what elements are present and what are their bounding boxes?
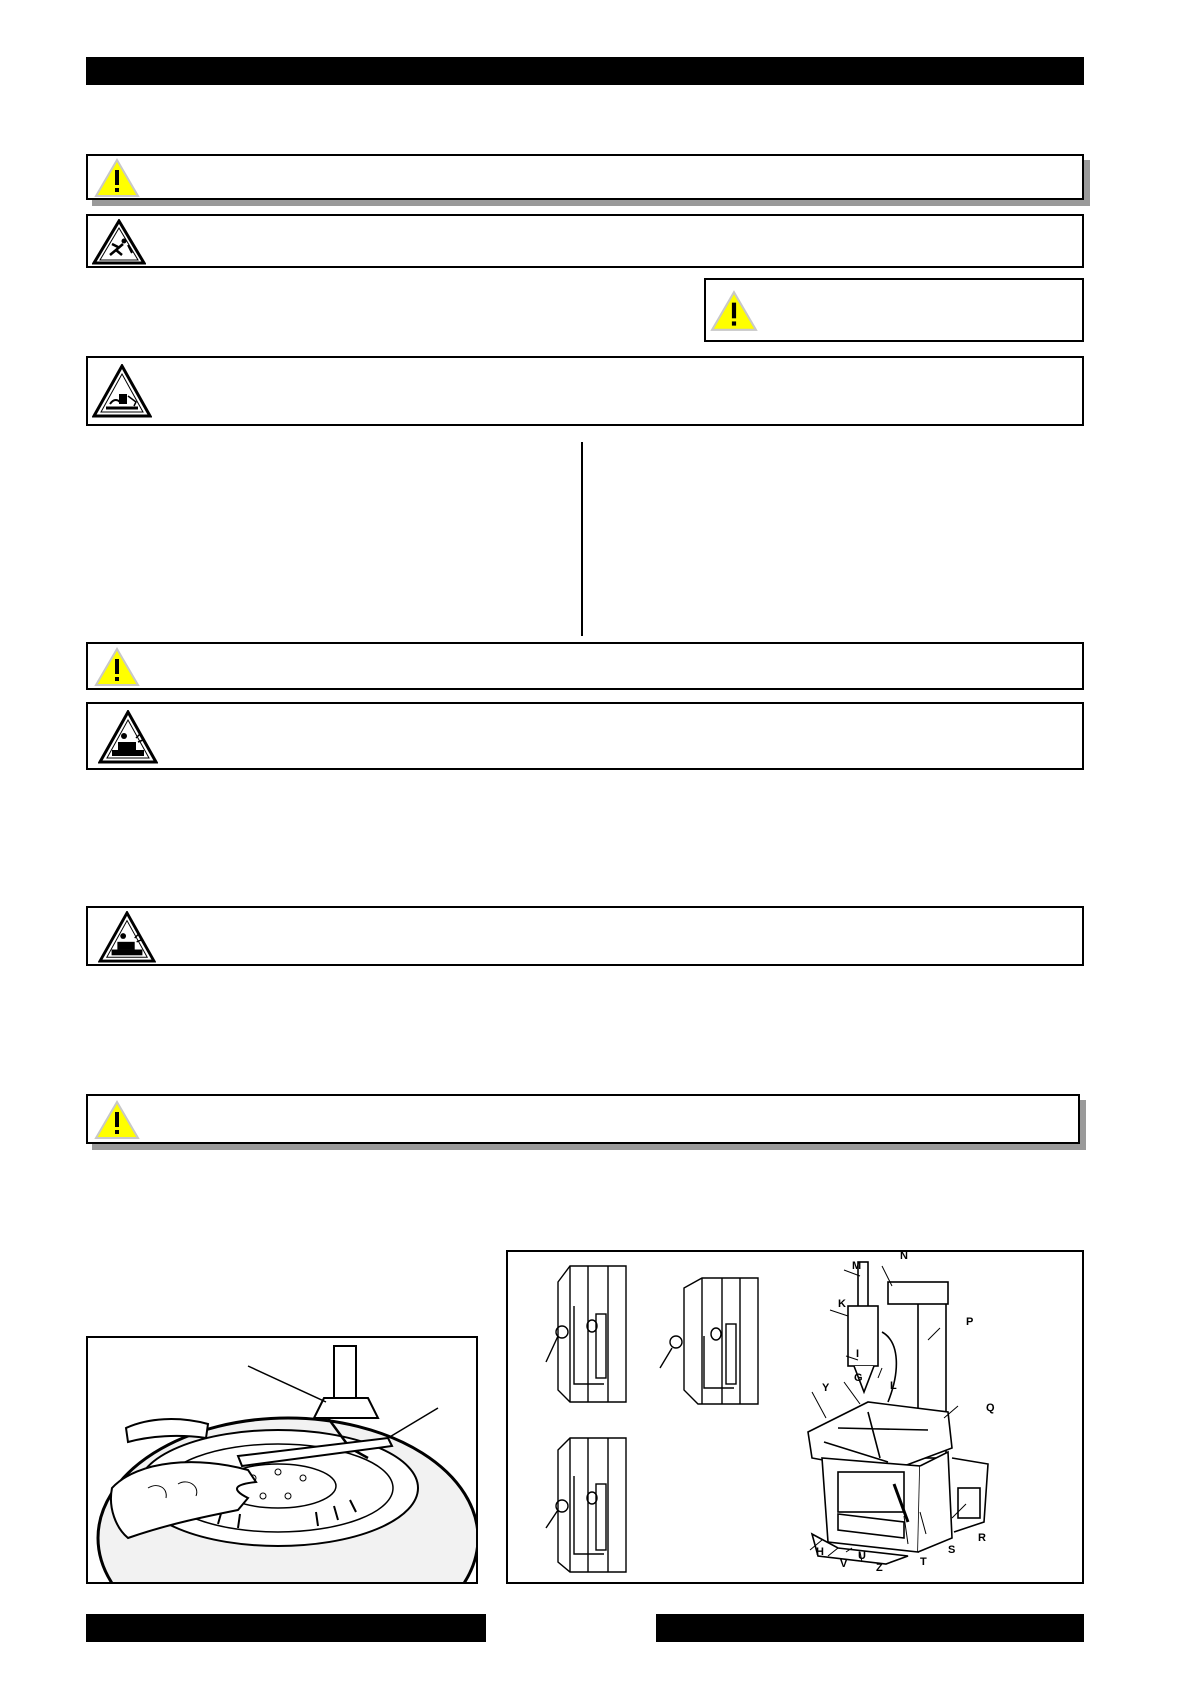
footer-bar-left [86,1614,486,1642]
tyre-mounting-drawing [88,1338,476,1582]
part-label-T: T [920,1556,927,1568]
part-label-V: V [840,1558,848,1570]
part-label-H: H [816,1546,824,1558]
warning-notice [86,642,1084,690]
warning-triangle-icon [94,647,140,687]
footer-bar-right [656,1614,1084,1642]
part-label-Y: Y [822,1382,830,1394]
warning-triangle-icon [710,290,758,332]
part-label-S: S [948,1544,956,1556]
tyre-mounting-figure [86,1336,478,1584]
tyre-changer-drawing [508,1252,1082,1582]
part-label-G: G [854,1372,863,1384]
tyre-changer-figure [506,1250,1084,1584]
part-label-I: I [856,1348,860,1360]
warning-notice [86,154,1084,200]
machine-hazard-icon [98,710,158,764]
part-label-U: U [858,1550,866,1562]
hazard-notice [86,702,1084,770]
warning-triangle-icon [94,1100,140,1140]
part-label-K: K [838,1298,846,1310]
warning-notice [86,1094,1080,1144]
hazard-notice [86,906,1084,966]
header-bar [86,57,1084,85]
column-divider [581,442,583,636]
part-label-Q: Q [986,1402,995,1414]
part-label-L: L [890,1380,897,1392]
falling-person-hazard-icon [92,219,146,265]
part-label-Z: Z [876,1562,883,1574]
part-label-N: N [900,1250,908,1262]
part-label-M: M [852,1260,862,1272]
hazard-notice [86,356,1084,426]
machine-hazard-icon [98,911,156,963]
warning-notice-small [704,278,1084,342]
crush-hazard-icon [92,364,152,418]
part-label-P: P [966,1316,974,1328]
hazard-notice [86,214,1084,268]
part-label-R: R [978,1532,986,1544]
warning-triangle-icon [94,158,140,198]
